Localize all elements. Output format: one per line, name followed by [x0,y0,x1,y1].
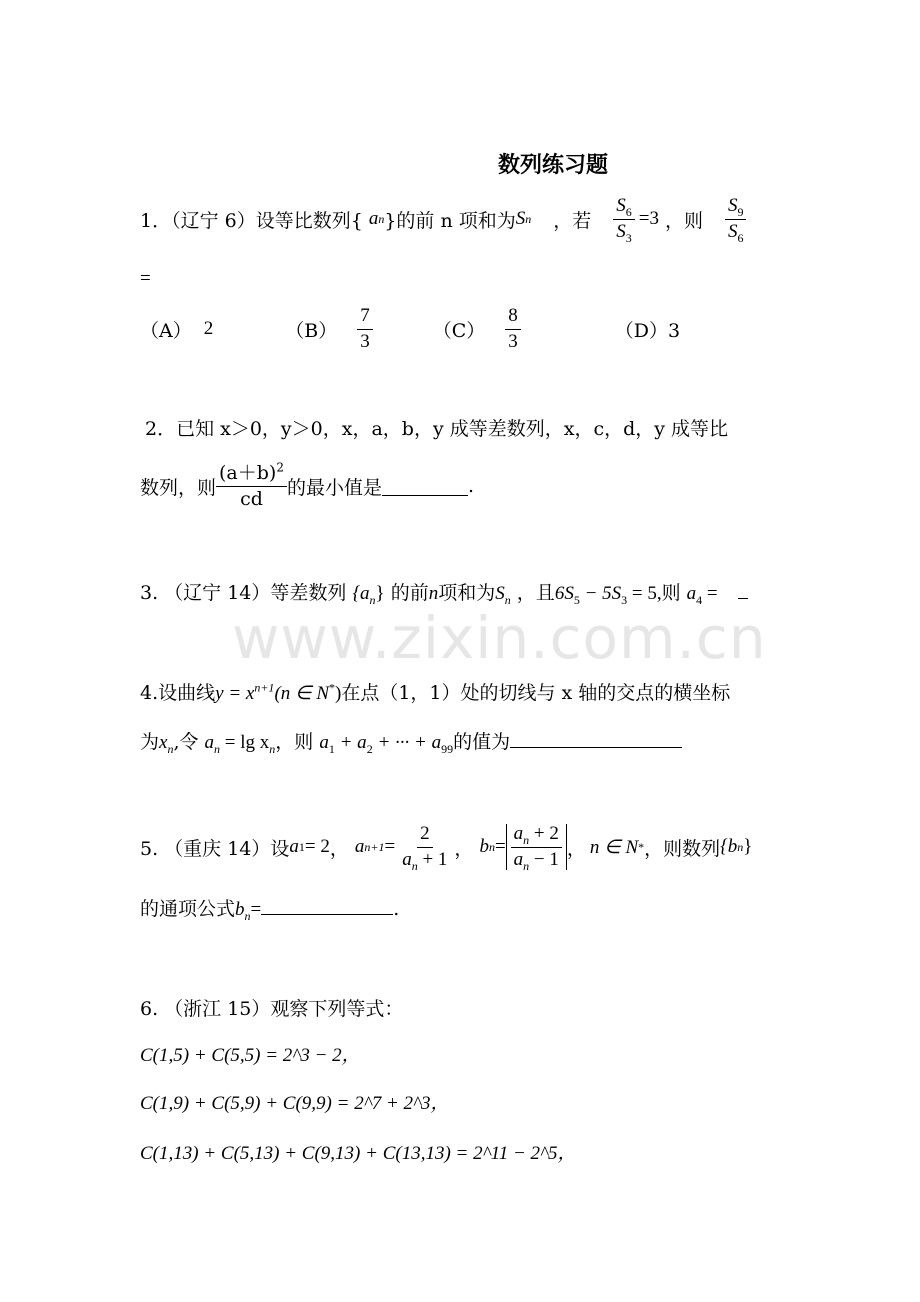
q5-g-num-sub: n [523,832,530,847]
q1-option-a-value: 2 [203,318,214,339]
q1-f2-den-sub: 6 [737,230,744,245]
q6-eq2: C(1,9) + C(5,9) + C(9,9) = 2^7 + 2^3， [140,1093,450,1114]
q3-a4: a [686,583,697,604]
q5-f-den-sub: n [411,858,418,873]
q5-sep-3: ， [566,837,586,860]
q5-nN: n ∈ N [589,836,639,858]
q5-g-den-sub: n [523,858,530,873]
q3-seq-end: } [375,583,385,604]
q6-equation-3 [140,1138,577,1165]
q3-cond-pre: ，且 [516,582,555,604]
q3-mid: 的前 [390,582,429,604]
q5-answer-blank[interactable] [261,896,393,915]
q4-answer-blank[interactable] [510,729,682,748]
q2-end: . [468,475,475,497]
q5-seq: {b [720,836,738,857]
q2-num-sup: 2 [276,460,284,475]
q3-cond: 6S [554,583,574,604]
q5-g-num-rest: + 2 [529,822,559,844]
q3-a4-eq: = [702,583,718,604]
q5-g-den-rest: − 1 [529,848,559,870]
q4-s3: 99 [441,741,454,756]
q3-S: S [495,583,505,604]
q1-option-b-label: （B） [285,319,338,342]
q3-mid2: 项和为 [438,582,496,604]
q5-end: . [393,898,400,920]
q1-f2-num: S [727,194,738,216]
q4-s2: 2 [366,741,373,756]
q4-prefix: 4.设曲线 [140,682,216,704]
question-6-title: 6. （浙江 15）观察下列等式： [140,998,404,1020]
q2-suffix: 的最小值是 [286,476,382,499]
q6-eq1: C(1,5) + C(5,5) = 2^3 − 2， [140,1045,361,1066]
q6-equation-2 [140,1088,450,1115]
q5-b2-eq: = [250,899,262,920]
q1-equals: = [140,268,151,289]
q5-b2: b [235,899,245,920]
q4-line2-pre: 为 [140,731,160,753]
q5-fraction [399,824,450,871]
q2-answer-blank[interactable] [382,477,468,496]
q5-f-den-rest: + 1 [417,848,448,870]
q4-an: a [204,732,215,753]
q1-option-c-label: （C） [432,319,486,342]
q3-c2: 3 [621,592,628,607]
q4-xn: x [159,732,168,753]
q1-option-c-fraction [505,306,521,353]
q5-g-num-a: a [513,822,524,844]
q4-curve-sup: n+1 [254,680,275,695]
q6-eq3: C(1,13) + C(5,13) + C(9,13) + C(13,13) = 2^11 − 2^5， [140,1143,577,1164]
q3-then: 则 [661,582,681,604]
q2-prefix: 数列，则 [140,476,217,499]
question-4-line-2 [140,727,682,754]
question-5-line-1: 5. （重庆 14）设 a 1 = 2 ， a n+1 = $\frac{2}{a_n + 1}$ ， b n = $\frac{a_n + 2}{a_n - 1}$ ， n ∈ N * ，则数列 {b n } [140,822,753,873]
q1-option-c-den: 3 [508,330,518,352]
q4-then: ，则 [275,731,314,753]
q3-seq-sub: n [369,592,376,607]
q1-then: ，则 [664,209,703,232]
q1-option-c-num: 8 [505,306,521,330]
q5-a1: a [289,836,299,857]
q5-line2: 的通项公式 [140,898,236,920]
q5-bn-eq: = [494,836,506,857]
q4-an-sub: n [214,741,221,756]
q1-fraction-1 [613,196,635,243]
q1-option-b-num: 7 [357,306,373,330]
q2-den: cd [240,487,263,510]
q4-sum2: + a [334,732,367,753]
question-2-line-1: 2．已知 x＞0，y＞0，x，a，b，y 成等差数列，x，c，d，y 成等比 [145,418,729,440]
q1-option-d: （D）3 [614,319,681,342]
q5-prefix: 5. （重庆 14）设 [140,837,290,860]
q3-c1: 5 [573,592,580,607]
q4-an-eq: = lg x [220,732,270,753]
q5-seq-end: } [743,836,753,857]
q5-a1-eq: = 2 [304,836,330,857]
q4-sum3: + ··· + a [372,732,442,753]
q2-num: (a＋b) [219,461,277,484]
page-title: 数列练习题 [498,152,609,178]
q1-prefix: 1．（辽宁 6）设等比数列{ [140,209,363,232]
q1-option-b-fraction [357,306,373,353]
q4-s1: 1 [328,741,335,756]
q4-an-eq-sub: n [269,741,276,756]
q5-f-den-a: a [402,848,412,870]
q4-ling: ,令 [173,731,199,753]
q5-b2-sub: n [244,908,251,923]
q5-an1-eq: = [384,836,396,857]
q1-f1-den: S [616,220,626,242]
q4-sum1: a [319,732,329,753]
question-2-line-2 [140,456,474,516]
question-5-line-2 [140,894,399,921]
q1-f2-den: S [727,220,738,242]
question-4-line-1 [140,678,730,705]
q4-curve: y = x [215,683,255,704]
q4-domain: (n ∈ N [274,683,329,704]
q3-answer-blank[interactable] [738,580,748,599]
q4-domain-end: ) [335,683,342,704]
q4-suffix: 的值为 [453,731,511,753]
q5-g-den-a: a [513,848,524,870]
q1-mid: }的前 n 项和为 [384,209,516,232]
q5-then: ，则数列 [644,837,721,860]
q5-abs-fraction [511,824,562,871]
q5-sep-2: ， [454,837,474,860]
question-1-line-1: 1．（辽宁 6）设等比数列{ a n }的前 n 项和为 S n ，若 $\frac{S_6}{S_3}$ =3 ，则 $\frac{S_9}{S_6}$ [140,194,750,244]
q1-eq3: =3 [638,208,659,229]
q1-option-a-label: （A） [140,319,192,342]
q5-f-num: 2 [417,824,433,848]
q1-f1-den-sub: 3 [625,230,632,245]
q5-bn: b [479,836,489,857]
q1-f1-num: S [616,194,626,216]
q1-option-b-den: 3 [360,330,370,352]
q5-sep-1: ， [329,837,349,860]
q2-fraction [216,460,287,510]
question-3 [140,578,748,605]
q1-f2-num-sub: 9 [737,204,744,219]
q3-a4-sub: 4 [696,592,703,607]
q1-f1-num-sub: 6 [625,204,632,219]
q3-cond2: − 5S [579,583,622,604]
q6-equation-1 [140,1040,361,1067]
q4-domain-sup: * [329,680,335,695]
q3-seq: {a [352,583,370,604]
watermark: www.zixin.com.cn [232,604,767,672]
q1-after: ，若 [553,209,592,232]
q3-S-sub: n [504,592,511,607]
question-1-options [140,304,680,354]
q1-S: S [515,208,526,229]
q3-cond3: = 5, [627,583,662,604]
q4-xn-sub: n [167,741,174,756]
q5-absolute-value [506,824,567,871]
q5-an1: a [354,836,365,857]
q1-fraction-2 [725,196,747,243]
q4-mid: 在点（1，1）处的切线与 x 轴的交点的横坐标 [341,682,731,704]
q1-a: a [368,208,379,229]
q3-n: n [428,583,439,604]
q3-prefix: 3. （辽宁 14）等差数列 [140,582,347,604]
